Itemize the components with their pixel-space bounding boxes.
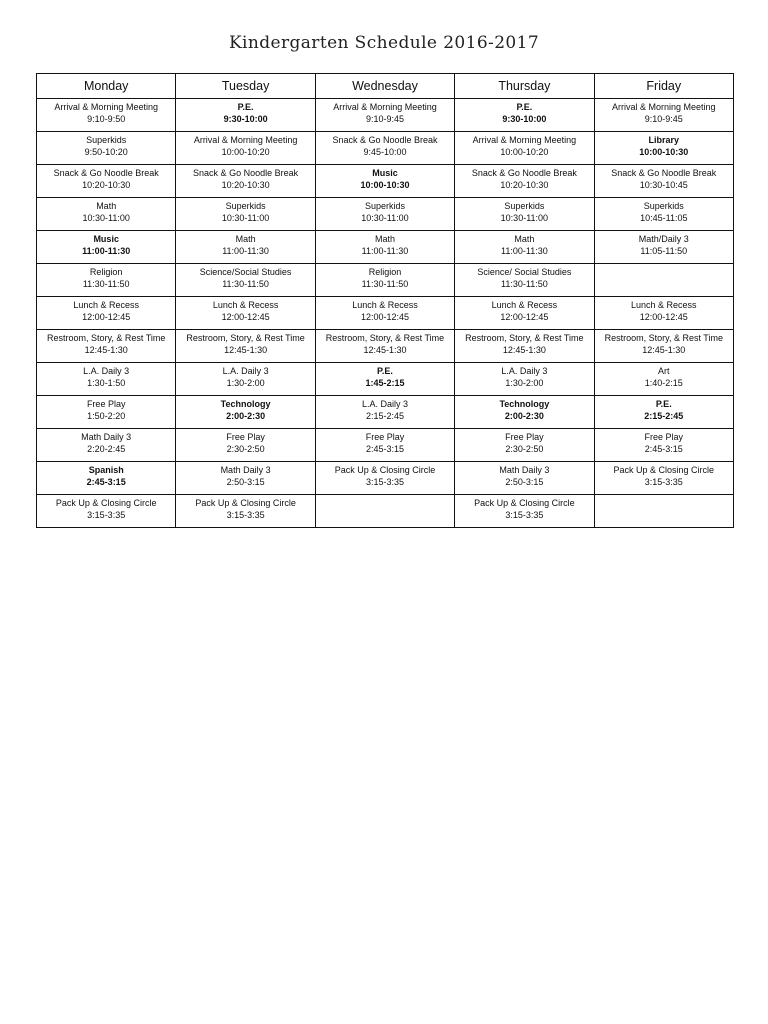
activity-name: Snack & Go Noodle Break	[193, 168, 299, 178]
schedule-cell-tuesday	[176, 429, 315, 462]
schedule-cell-monday	[37, 165, 176, 198]
schedule-cell-monday	[37, 231, 176, 264]
schedule-cell-friday	[594, 99, 733, 132]
activity-name: Pack Up & Closing Circle	[195, 498, 296, 508]
schedule-cell-friday	[594, 264, 733, 297]
activity-name: Science/Social Studies	[199, 267, 292, 277]
activity-name: Art	[658, 366, 670, 376]
activity-time: 11:30-11:50	[222, 278, 269, 289]
activity-time: 9:10-9:50	[87, 113, 126, 124]
activity-time: 1:40-2:15	[644, 377, 683, 388]
activity-name: P.E.	[516, 102, 533, 112]
schedule-cell-monday	[37, 462, 176, 495]
activity-time: 2:45-3:15	[86, 476, 126, 487]
schedule-cell-wednesday	[315, 132, 454, 165]
header-row	[37, 74, 734, 99]
schedule-cell-friday	[594, 429, 733, 462]
activity-name: Free Play	[505, 432, 544, 442]
activity-name: Restroom, Story, & Rest Time	[325, 333, 445, 343]
day-header-friday: Friday	[594, 74, 733, 99]
activity-name: Lunch & Recess	[491, 300, 558, 310]
schedule-cell-tuesday	[176, 99, 315, 132]
activity-time: 12:00-12:45	[221, 311, 270, 322]
activity-name: Math Daily 3	[499, 465, 550, 475]
activity-time: 12:00-12:45	[82, 311, 131, 322]
activity-name: L.A. Daily 3	[83, 366, 130, 376]
schedule-cell-monday	[37, 198, 176, 231]
schedule-table	[36, 73, 734, 528]
activity-time: 1:50-2:20	[87, 410, 126, 421]
activity-name: Snack & Go Noodle Break	[611, 168, 717, 178]
schedule-cell-thursday	[455, 165, 594, 198]
activity-time: 9:50-10:20	[84, 146, 128, 157]
activity-time: 11:00-11:30	[361, 245, 409, 256]
activity-name: Math Daily 3	[81, 432, 132, 442]
schedule-cell-friday	[594, 462, 733, 495]
schedule-cell-friday	[594, 132, 733, 165]
activity-time: 10:20-10:30	[82, 179, 131, 190]
table-row	[37, 462, 734, 495]
activity-name: Music	[372, 168, 398, 178]
activity-time: 12:00-12:45	[639, 311, 688, 322]
day-header-wednesday: Wednesday	[315, 74, 454, 99]
schedule-cell-tuesday	[176, 462, 315, 495]
activity-time: 12:45-1:30	[363, 344, 407, 355]
activity-time: 10:00-10:20	[500, 146, 549, 157]
activity-name: Superkids	[225, 201, 266, 211]
table-row	[37, 165, 734, 198]
schedule-cell-tuesday	[176, 330, 315, 363]
schedule-cell-thursday	[455, 495, 594, 528]
activity-name: Superkids	[504, 201, 545, 211]
activity-name: Snack & Go Noodle Break	[332, 135, 438, 145]
activity-name: Pack Up & Closing Circle	[334, 465, 436, 475]
activity-name: Math Daily 3	[220, 465, 271, 475]
activity-name: P.E.	[237, 102, 254, 112]
activity-name: Religion	[368, 267, 402, 277]
schedule-cell-tuesday	[176, 264, 315, 297]
schedule-cell-monday	[37, 396, 176, 429]
schedule-cell-monday	[37, 363, 176, 396]
schedule-cell-friday	[594, 231, 733, 264]
schedule-cell-friday	[594, 495, 733, 528]
activity-time: 10:00-10:20	[221, 146, 270, 157]
activity-time: 11:00-11:30	[222, 245, 269, 256]
activity-name: P.E.	[377, 366, 393, 376]
activity-time: 9:30-10:00	[502, 113, 547, 124]
activity-time: 3:15-3:35	[365, 476, 404, 487]
activity-name: Lunch & Recess	[631, 300, 697, 310]
schedule-cell-monday	[37, 264, 176, 297]
activity-time: 11:30-11:50	[82, 278, 130, 289]
activity-time: 3:15-3:35	[226, 509, 265, 520]
activity-name: Pack Up & Closing Circle	[613, 465, 715, 475]
table-row	[37, 396, 734, 429]
activity-time: 3:15-3:35	[87, 509, 126, 520]
activity-name: Restroom, Story, & Rest Time	[186, 333, 305, 343]
activity-time: 10:30-10:45	[639, 179, 688, 190]
activity-time: 12:45-1:30	[84, 344, 128, 355]
schedule-cell-tuesday	[176, 198, 315, 231]
table-row	[37, 429, 734, 462]
activity-time: 12:45-1:30	[642, 344, 686, 355]
activity-name: Free Play	[365, 432, 405, 442]
activity-name: Technology	[499, 399, 550, 409]
schedule-cell-tuesday	[176, 495, 315, 528]
activity-name: Pack Up & Closing Circle	[55, 498, 157, 508]
schedule-cell-monday	[37, 495, 176, 528]
activity-name: Arrival & Morning Meeting	[333, 102, 437, 112]
activity-time: 2:00-2:30	[504, 410, 544, 421]
schedule-cell-thursday	[455, 429, 594, 462]
schedule-cell-friday	[594, 363, 733, 396]
activity-name: Lunch & Recess	[352, 300, 418, 310]
activity-name: Math	[235, 234, 256, 244]
activity-name: Music	[93, 234, 119, 244]
activity-name: Technology	[220, 399, 271, 409]
activity-time: 10:30-11:00	[82, 212, 130, 223]
schedule-cell-thursday	[455, 132, 594, 165]
activity-time: 9:30-10:00	[223, 113, 268, 124]
activity-name: Math/Daily 3	[638, 234, 689, 244]
table-row	[37, 330, 734, 363]
activity-time: 2:30-2:50	[226, 443, 265, 454]
activity-time: 2:50-3:15	[505, 476, 544, 487]
table-row	[37, 132, 734, 165]
activity-time: 10:00-10:30	[639, 146, 689, 157]
activity-time: 1:30-2:00	[226, 377, 265, 388]
activity-time: 12:45-1:30	[502, 344, 546, 355]
activity-name: Superkids	[364, 201, 405, 211]
activity-time: 12:45-1:30	[224, 344, 268, 355]
activity-name: Pack Up & Closing Circle	[474, 498, 575, 508]
activity-time: 2:50-3:15	[226, 476, 265, 487]
schedule-cell-wednesday	[315, 330, 454, 363]
activity-time: 12:00-12:45	[500, 311, 549, 322]
schedule-cell-wednesday	[315, 165, 454, 198]
schedule-cell-tuesday	[176, 396, 315, 429]
schedule-cell-friday	[594, 396, 733, 429]
activity-name: L.A. Daily 3	[361, 399, 408, 409]
schedule-cell-tuesday	[176, 231, 315, 264]
activity-name: Science/ Social Studies	[477, 267, 572, 277]
activity-time: 10:20-10:30	[500, 179, 549, 190]
activity-name: Snack & Go Noodle Break	[53, 168, 159, 178]
activity-time: 2:00-2:30	[226, 410, 266, 421]
activity-time: 2:15-2:45	[365, 410, 404, 421]
activity-name: Free Play	[226, 432, 265, 442]
schedule-cell-monday	[37, 99, 176, 132]
activity-name: Arrival & Morning Meeting	[54, 102, 158, 112]
activity-time: 9:10-9:45	[644, 113, 683, 124]
activity-time: 10:30-11:00	[221, 212, 270, 223]
schedule-cell-thursday	[455, 330, 594, 363]
schedule-cell-wednesday	[315, 99, 454, 132]
activity-name: L.A. Daily 3	[501, 366, 548, 376]
table-row	[37, 363, 734, 396]
activity-time: 10:20-10:30	[221, 179, 270, 190]
schedule-cell-wednesday	[315, 363, 454, 396]
activity-name: P.E.	[655, 399, 672, 409]
schedule-cell-wednesday	[315, 231, 454, 264]
schedule-cell-wednesday	[315, 264, 454, 297]
table-row	[37, 264, 734, 297]
activity-time: 2:15-2:45	[644, 410, 684, 421]
schedule-cell-friday	[594, 297, 733, 330]
schedule-cell-thursday	[455, 231, 594, 264]
activity-name: Superkids	[86, 135, 127, 145]
table-row	[37, 231, 734, 264]
day-header-monday: Monday	[37, 74, 176, 99]
activity-time: 1:30-1:50	[87, 377, 126, 388]
activity-name: Arrival & Morning Meeting	[472, 135, 577, 145]
activity-time: 10:00-10:30	[360, 179, 410, 190]
activity-name: Restroom, Story, & Rest Time	[465, 333, 584, 343]
activity-time: 2:30-2:50	[505, 443, 544, 454]
schedule-cell-tuesday	[176, 132, 315, 165]
activity-name: Arrival & Morning Meeting	[612, 102, 716, 112]
activity-time: 9:10-9:45	[365, 113, 404, 124]
schedule-cell-monday	[37, 297, 176, 330]
schedule-cell-wednesday	[315, 462, 454, 495]
schedule-cell-wednesday	[315, 429, 454, 462]
activity-name: Religion	[89, 267, 123, 277]
activity-time: 1:30-2:00	[505, 377, 544, 388]
activity-name: Arrival & Morning Meeting	[193, 135, 298, 145]
schedule-cell-wednesday	[315, 495, 454, 528]
schedule-body	[37, 99, 734, 528]
table-row	[37, 297, 734, 330]
activity-time: 10:45-11:05	[640, 212, 688, 223]
schedule-cell-monday	[37, 330, 176, 363]
activity-name: Library	[648, 135, 680, 145]
page-title: Kindergarten Schedule 2016-2017	[228, 33, 540, 53]
schedule-cell-friday	[594, 198, 733, 231]
schedule-cell-friday	[594, 165, 733, 198]
activity-time: 9:45-10:00	[363, 146, 407, 157]
table-row	[37, 495, 734, 528]
schedule-cell-tuesday	[176, 363, 315, 396]
schedule-cell-thursday	[455, 264, 594, 297]
day-header-tuesday: Tuesday	[176, 74, 315, 99]
activity-name: Free Play	[644, 432, 684, 442]
activity-name: Math	[374, 234, 395, 244]
table-row	[37, 198, 734, 231]
schedule-cell-thursday	[455, 396, 594, 429]
schedule-cell-wednesday	[315, 297, 454, 330]
activity-name: Free Play	[86, 399, 126, 409]
activity-time: 11:30-11:50	[361, 278, 409, 289]
activity-time: 12:00-12:45	[360, 311, 409, 322]
activity-time: 2:20-2:45	[87, 443, 126, 454]
schedule-cell-wednesday	[315, 396, 454, 429]
activity-time: 10:30-11:00	[500, 212, 549, 223]
activity-name: L.A. Daily 3	[222, 366, 269, 376]
activity-time: 3:15-3:35	[505, 509, 544, 520]
schedule-cell-friday	[594, 330, 733, 363]
schedule-cell-thursday	[455, 462, 594, 495]
activity-time: 11:05-11:50	[640, 245, 688, 256]
schedule-cell-thursday	[455, 198, 594, 231]
activity-name: Spanish	[88, 465, 124, 475]
day-header-thursday: Thursday	[455, 74, 594, 99]
activity-time: 2:45-3:15	[644, 443, 683, 454]
activity-name: Lunch & Recess	[73, 300, 139, 310]
activity-time: 10:30-11:00	[361, 212, 409, 223]
schedule-cell-monday	[37, 132, 176, 165]
schedule-cell-thursday	[455, 363, 594, 396]
activity-name: Restroom, Story, & Rest Time	[604, 333, 723, 343]
schedule-cell-thursday	[455, 99, 594, 132]
activity-time: 2:45-3:15	[365, 443, 404, 454]
activity-name: Math	[514, 234, 535, 244]
activity-name: Restroom, Story, & Rest Time	[47, 333, 166, 343]
activity-time: 3:15-3:35	[644, 476, 683, 487]
activity-time: 1:45-2:15	[365, 377, 405, 388]
schedule-cell-tuesday	[176, 297, 315, 330]
activity-time: 11:30-11:50	[501, 278, 548, 289]
activity-name: Lunch & Recess	[212, 300, 279, 310]
activity-name: Superkids	[643, 201, 684, 211]
activity-time: 11:00-11:30	[501, 245, 548, 256]
schedule-cell-tuesday	[176, 165, 315, 198]
schedule-cell-wednesday	[315, 198, 454, 231]
table-row	[37, 99, 734, 132]
schedule-cell-monday	[37, 429, 176, 462]
activity-name: Snack & Go Noodle Break	[471, 168, 577, 178]
activity-name: Math	[96, 201, 117, 211]
activity-time: 11:00-11:30	[82, 245, 131, 256]
schedule-cell-thursday	[455, 297, 594, 330]
